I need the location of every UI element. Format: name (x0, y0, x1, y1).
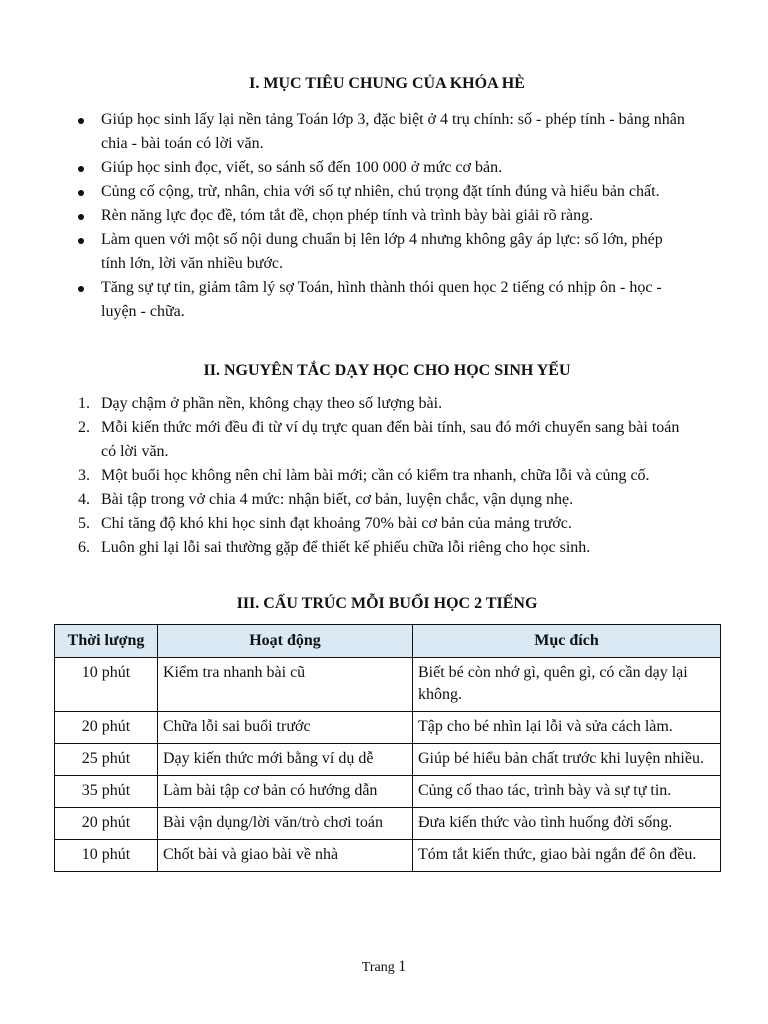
table-row (55, 658, 721, 712)
bullet-icon (78, 118, 84, 124)
list-item: Làm quen với một số nội dung chuẩn bị lên lớp 4 nhưng không gây áp lực: số lớn, phép tính lớn, lời văn nhiều bước. (78, 228, 688, 276)
principles-list (78, 392, 688, 560)
duration-cell: 10 phút (55, 840, 158, 872)
list-item: 4. Bài tập trong vở chia 4 mức: nhận biết, cơ bản, luyện chắc, vận dụng nhẹ. (78, 491, 574, 508)
table-row (55, 808, 721, 840)
list-item: Tăng sự tự tin, giảm tâm lý sợ Toán, hình thành thói quen học 2 tiếng có nhịp ôn - học - luyện - chữa. (78, 276, 688, 324)
section-3-title: III. CẤU TRÚC MỖI BUỔI HỌC 2 TIẾNG (236, 595, 538, 612)
column-header-duration: Thời lượng (55, 625, 158, 658)
page-footer (0, 958, 768, 976)
list-item: 3. Một buổi học không nên chỉ làm bài mới; cần có kiểm tra nhanh, chữa lỗi và củng cố. (78, 467, 650, 484)
list-item: Giúp học sinh lấy lại nền tảng Toán lớp 3, đặc biệt ở 4 trụ chính: số - phép tính - bảng nhân chia - bài toán có lời văn. (78, 108, 688, 156)
column-header-purpose: Mục đích (413, 625, 721, 658)
activity-cell: Bài vận dụng/lời văn/trò chơi toán (158, 808, 413, 840)
bullet-icon (78, 166, 84, 172)
activity-cell: Dạy kiến thức mới bằng ví dụ dễ (158, 744, 413, 776)
schedule-table (54, 624, 721, 872)
duration-cell: 25 phút (55, 744, 158, 776)
page-number: 1 (398, 958, 407, 975)
list-item: 1. Dạy chậm ở phần nền, không chạy theo số lượng bài. (78, 395, 443, 412)
purpose-cell: Củng cố thao tác, trình bày và sự tự tin. (413, 776, 721, 808)
table-header-row (55, 625, 721, 658)
list-item: 5. Chỉ tăng độ khó khi học sinh đạt khoảng 70% bài cơ bản của mảng trước. (78, 515, 572, 532)
activity-cell: Làm bài tập cơ bản có hướng dẫn (158, 776, 413, 808)
bullet-icon (78, 190, 84, 196)
bullet-icon (78, 238, 84, 244)
column-header-activity: Hoạt động (158, 625, 413, 658)
purpose-cell: Tập cho bé nhìn lại lỗi và sửa cách làm. (413, 712, 721, 744)
section-2-title: II. NGUYÊN TẮC DẠY HỌC CHO HỌC SINH YẾU (203, 362, 571, 379)
table-row (55, 840, 721, 872)
activity-cell: Kiểm tra nhanh bài cũ (158, 658, 413, 712)
duration-cell: 35 phút (55, 776, 158, 808)
duration-cell: 20 phút (55, 712, 158, 744)
page-label: Trang (361, 960, 395, 975)
duration-cell: 10 phút (55, 658, 158, 712)
purpose-cell: Giúp bé hiểu bản chất trước khi luyện nhiều. (413, 744, 721, 776)
list-item: Giúp học sinh đọc, viết, so sánh số đến 100 000 ở mức cơ bản. (78, 156, 688, 180)
list-item: Rèn năng lực đọc đề, tóm tắt đề, chọn phép tính và trình bày bài giải rõ ràng. (78, 204, 688, 228)
table-row (55, 776, 721, 808)
purpose-cell: Biết bé còn nhớ gì, quên gì, có cần dạy lại không. (413, 658, 721, 712)
table-row (55, 712, 721, 744)
activity-cell: Chữa lỗi sai buổi trước (158, 712, 413, 744)
table-row (55, 744, 721, 776)
purpose-cell: Tóm tắt kiến thức, giao bài ngắn để ôn đều. (413, 840, 721, 872)
list-item: 6. Luôn ghi lại lỗi sai thường gặp để thiết kế phiếu chữa lỗi riêng cho học sinh. (78, 539, 591, 556)
duration-cell: 20 phút (55, 808, 158, 840)
goals-list (78, 108, 688, 324)
list-item: Củng cố cộng, trừ, nhân, chia với số tự nhiên, chú trọng đặt tính đúng và hiểu bản chất. (78, 180, 688, 204)
list-item: 2. Mỗi kiến thức mới đều đi từ ví dụ trực quan đến bài tính, sau đó mới chuyển sang bài toán có lời văn. (78, 419, 680, 460)
purpose-cell: Đưa kiến thức vào tình huống đời sống. (413, 808, 721, 840)
activity-cell: Chốt bài và giao bài về nhà (158, 840, 413, 872)
bullet-icon (78, 286, 84, 292)
bullet-icon (78, 214, 84, 220)
section-1-title: I. MỤC TIÊU CHUNG CỦA KHÓA HÈ (249, 75, 525, 92)
